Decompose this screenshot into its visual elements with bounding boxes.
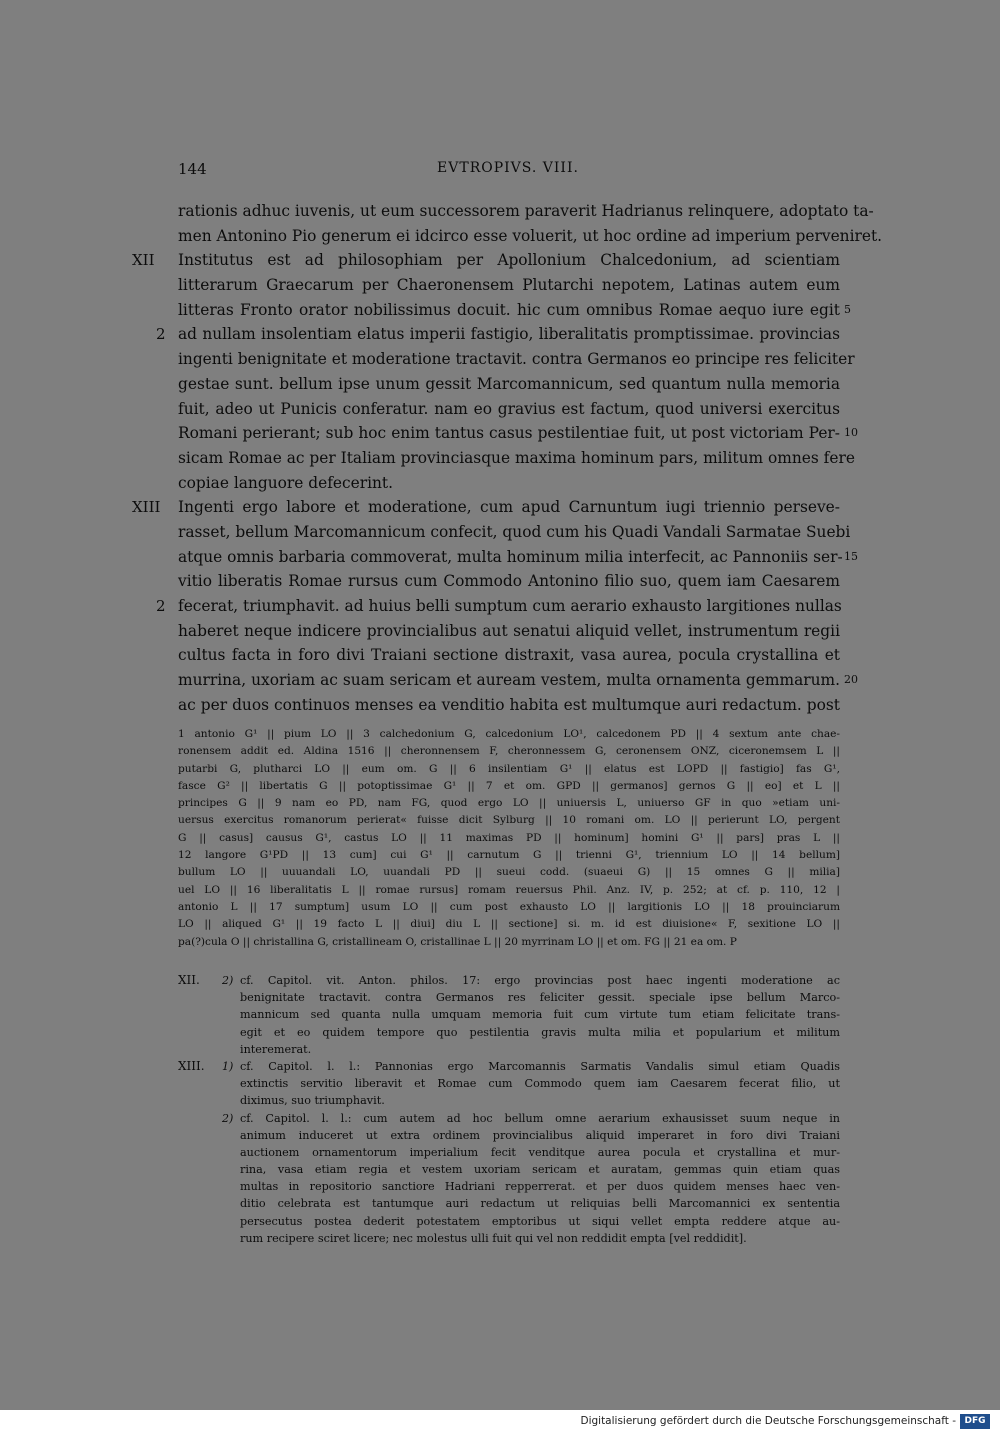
note-line: extinctis servitio liberavit et Romae cum Commodo quem iam Caesarem fecerat filio, ut (240, 1077, 840, 1091)
text-line (178, 520, 851, 545)
line-text: vitio liberatis Romae rursus cum Commodo Antonino filio suo, quem iam Caesarem (178, 572, 840, 591)
text-line (156, 594, 842, 619)
section-number: 2 (156, 597, 166, 615)
text-line (178, 347, 855, 372)
note-line: mannicum sed quanta nulla umquam memoria fuit cum virtute tum etiam felicitate trans- (240, 1008, 840, 1022)
dfg-logo: DFG (960, 1414, 990, 1429)
apparatus-line: G || casus] causus G¹, castus LO || 11 maximas PD || hominum] homini G¹ || pars] pras L || (178, 831, 840, 844)
note-body (240, 1110, 840, 1248)
apparatus-line: antonio L || 17 sumptum] usum LO || cum post exhausto LO || largitionis LO || 18 prouinciarum (178, 900, 840, 913)
line-text: rasset, bellum Marcomannicum confecit, quod cum his Quadi Vandali Sarmatae Suebi (178, 522, 851, 541)
line-text: ac per duos continuos menses ea venditio habita est multumque auri redactum. post (178, 695, 840, 714)
note-line: persecutus postea dederit potestatem emptoribus ut siqui vellet empta reddere atque au- (240, 1214, 840, 1228)
section-number: 2 (156, 325, 166, 344)
text-line (178, 545, 858, 570)
chapter-number: XIII (132, 498, 161, 517)
line-number: 15 (844, 549, 858, 563)
note-line: multas in repositorio sanctiore Hadriani repperrerat. et per duos quidem menses haec ven- (240, 1180, 840, 1194)
text-line (156, 322, 840, 347)
apparatus-line: fasce G² || libertatis G || potoptissimae G¹ || 7 et om. GPD || germanos] gernos G || eo] et L || (178, 779, 840, 792)
apparatus-line: uersus exercitus romanorum perierat« fuisse dicit Sylburg || 10 romani om. LO || perierunt LO, pergent (178, 814, 840, 827)
footer-bar (0, 1410, 1000, 1434)
apparatus-line: uel LO || 16 liberalitatis L || romae rursus] romam reuersus Phil. Anz. IV, p. 252; at cf. p. 110, 12 | (178, 883, 840, 896)
line-text: atque omnis barbaria commoverat, multa hominum milia interfecit, ac Pannoniis ser- (178, 547, 843, 566)
note-line: animum induceret ut extra ordinem provincialibus aliquid imperaret in foro divi Traiani (240, 1128, 840, 1142)
line-text: fecerat, triumphavit. ad huius belli sumptum cum aerario exhausto largitiones nullas (178, 597, 842, 615)
note-line: cf. Capitol. vit. Anton. philos. 17: ergo provincias post haec ingenti moderatione ac (240, 974, 840, 987)
text-line (178, 446, 855, 471)
line-number: 20 (844, 673, 858, 687)
note-entry (178, 972, 840, 1058)
note-entry (178, 1110, 840, 1248)
line-text: sicam Romae ac per Italiam provinciasque maxima hominum pars, militum omnes fere (178, 448, 855, 467)
running-head: EVTROPIVS. VIII. (437, 160, 579, 176)
note-line: benignitate tractavit. contra Germanos res feliciter gessit. speciale ipse bellum Marco- (240, 991, 840, 1005)
funding-notice: Digitalisierung gefördert durch die Deutsche Forschungsgemeinschaft - (580, 1415, 956, 1427)
text-line (178, 668, 858, 693)
line-text: murrina, uxoriam ac suam sericam et auream vestem, multa ornamenta gemmarum. (178, 671, 840, 690)
line-text: men Antonino Pio generum ei idcirco esse voluerit, ut hoc ordine ad imperium perveniret. (178, 226, 883, 245)
text-line (132, 248, 840, 273)
note-body (240, 1058, 840, 1110)
text-line (178, 199, 874, 224)
line-text: litteras Fronto orator nobilissimus docuit. hic cum omnibus Romae aequo iure egit (178, 300, 840, 319)
note-entry (178, 1058, 840, 1110)
text-line (178, 471, 840, 496)
page-number: 144 (178, 160, 207, 178)
apparatus-line: putarbi G, plutharci LO || eum om. G || 6 insilentiam G¹ || elatus est LOPD || fastigio] fas G¹, (178, 762, 840, 775)
line-text: gestae sunt. bellum ipse unum gessit Marcomannicum, sed quantum nulla memoria (178, 374, 840, 393)
line-text: cultus facta in foro divi Traiani sectione distraxit, vasa aurea, pocula crystallina et (178, 646, 840, 665)
line-text: Romani perierant; sub hoc enim tantus casus pestilentiae fuit, ut post victoriam Per- (178, 424, 840, 443)
text-line (178, 372, 840, 397)
apparatus-line: 12 langore G¹PD || 13 cum] cui G¹ || carnutum G || trienni G¹, triennium LO || 14 bellum] (178, 849, 840, 862)
text-line (178, 273, 840, 298)
apparatus-line: bullum LO || uuuandali LO, uuandali PD || sueui codd. (suaeui G) || 15 omnes G || milia] (178, 866, 840, 879)
note-body (240, 972, 840, 1058)
line-text: ad nullam insolentiam elatus imperii fastigio, liberalitatis promptissimae. provincias (178, 325, 840, 344)
text-line (178, 619, 840, 644)
line-text: haberet neque indicere provincialibus aut senatui aliquid vellet, instrumentum regii (178, 621, 840, 640)
source-notes (178, 972, 840, 1247)
apparatus-line: principes G || 9 nam eo PD, nam FG, quod ergo LO || uniuersis L, uniuerso GF in quo »etiam uni- (178, 797, 840, 810)
text-line (178, 397, 840, 422)
main-text (132, 199, 883, 717)
chapter-number: XII (132, 251, 155, 270)
note-line: cf. Capitol. l. l.: Pannonias ergo Marcomannis Sarmatis Vandalis simul etiam Quadis (240, 1059, 840, 1073)
line-text: ingenti benignitate et moderatione tractavit. contra Germanos eo principe res feliciter (178, 350, 855, 369)
note-line: rum recipere sciret licere; nec molestus ulli fuit qui vel non reddidit empta [vel reddidit]. (240, 1231, 747, 1245)
note-line: ditio celebrata est tantumque auri redactum ut reliquias belli Marcomannici ex sententia (240, 1197, 840, 1211)
note-line: egit et eo quidem tempore quo pestilentia gravis multa milia et popularium et militum (240, 1025, 840, 1039)
note-line: cf. Capitol. l. l.: cum autem ad hoc bellum omne aerarium exhausisset suum neque in (240, 1111, 840, 1125)
page-header (178, 160, 838, 180)
text-line (132, 495, 840, 520)
text-line (178, 421, 858, 446)
text-line (178, 693, 840, 718)
note-line: interemerat. (240, 1042, 312, 1056)
note-line: auctionem ornamentorum imperialium fecit venditque aurea pocula et crystallina et mur- (240, 1145, 840, 1159)
text-line (178, 224, 883, 249)
line-text: rationis adhuc iuvenis, ut eum successorem paraverit Hadrianus relinquere, adoptato ta- (178, 202, 874, 220)
text-line (178, 569, 840, 594)
line-number: 10 (844, 426, 858, 440)
line-text: Institutus est ad philosophiam per Apollonium Chalcedonium, ad scientiam (178, 251, 840, 270)
line-text: copiae languore defecerint. (178, 473, 393, 492)
line-text: Ingenti ergo labore et moderatione, cum apud Carnuntum iugi triennio perseve- (178, 498, 840, 517)
note-number: 2) (222, 974, 234, 987)
line-number: 5 (844, 302, 851, 316)
note-chapter-label: XIII. (178, 1058, 205, 1073)
apparatus-line: LO || aliqued G¹ || 19 facto L || diui] diu L || sectione] si. m. id est diuisione« F, sexitione LO || (178, 918, 840, 931)
text-line (178, 643, 840, 668)
apparatus-line: ronensem addit ed. Aldina 1516 || cheronnensem F, cheronnessem G, ceronensem ONZ, ciceronemsem L || (178, 745, 840, 758)
apparatus-line: 1 antonio G¹ || pium LO || 3 calchedonium G, calcedonium LO¹, calcedonem PD || 4 sextum ante chae- (178, 728, 840, 740)
note-number: 2) (222, 1111, 234, 1125)
note-line: diximus, suo triumphavit. (240, 1094, 385, 1108)
line-text: fuit, adeo ut Punicis conferatur. nam eo gravius est factum, quod universi exercitus (178, 399, 840, 418)
note-number: 1) (222, 1059, 234, 1073)
line-text: litterarum Graecarum per Chaeronensem Plutarchi nepotem, Latinas autem eum (178, 276, 840, 295)
critical-apparatus (178, 726, 840, 951)
note-line: rina, vasa etiam regia et vestem uxoriam sericam et auratam, gemmas quin etiam quas (240, 1163, 840, 1177)
note-chapter-label: XII. (178, 973, 200, 987)
text-line (178, 298, 851, 323)
apparatus-line: pa(?)cula O || christallina G, cristallineam O, cristallinae L || 20 myrrinam LO || et om. FG || 21 ea om. P (178, 935, 737, 948)
